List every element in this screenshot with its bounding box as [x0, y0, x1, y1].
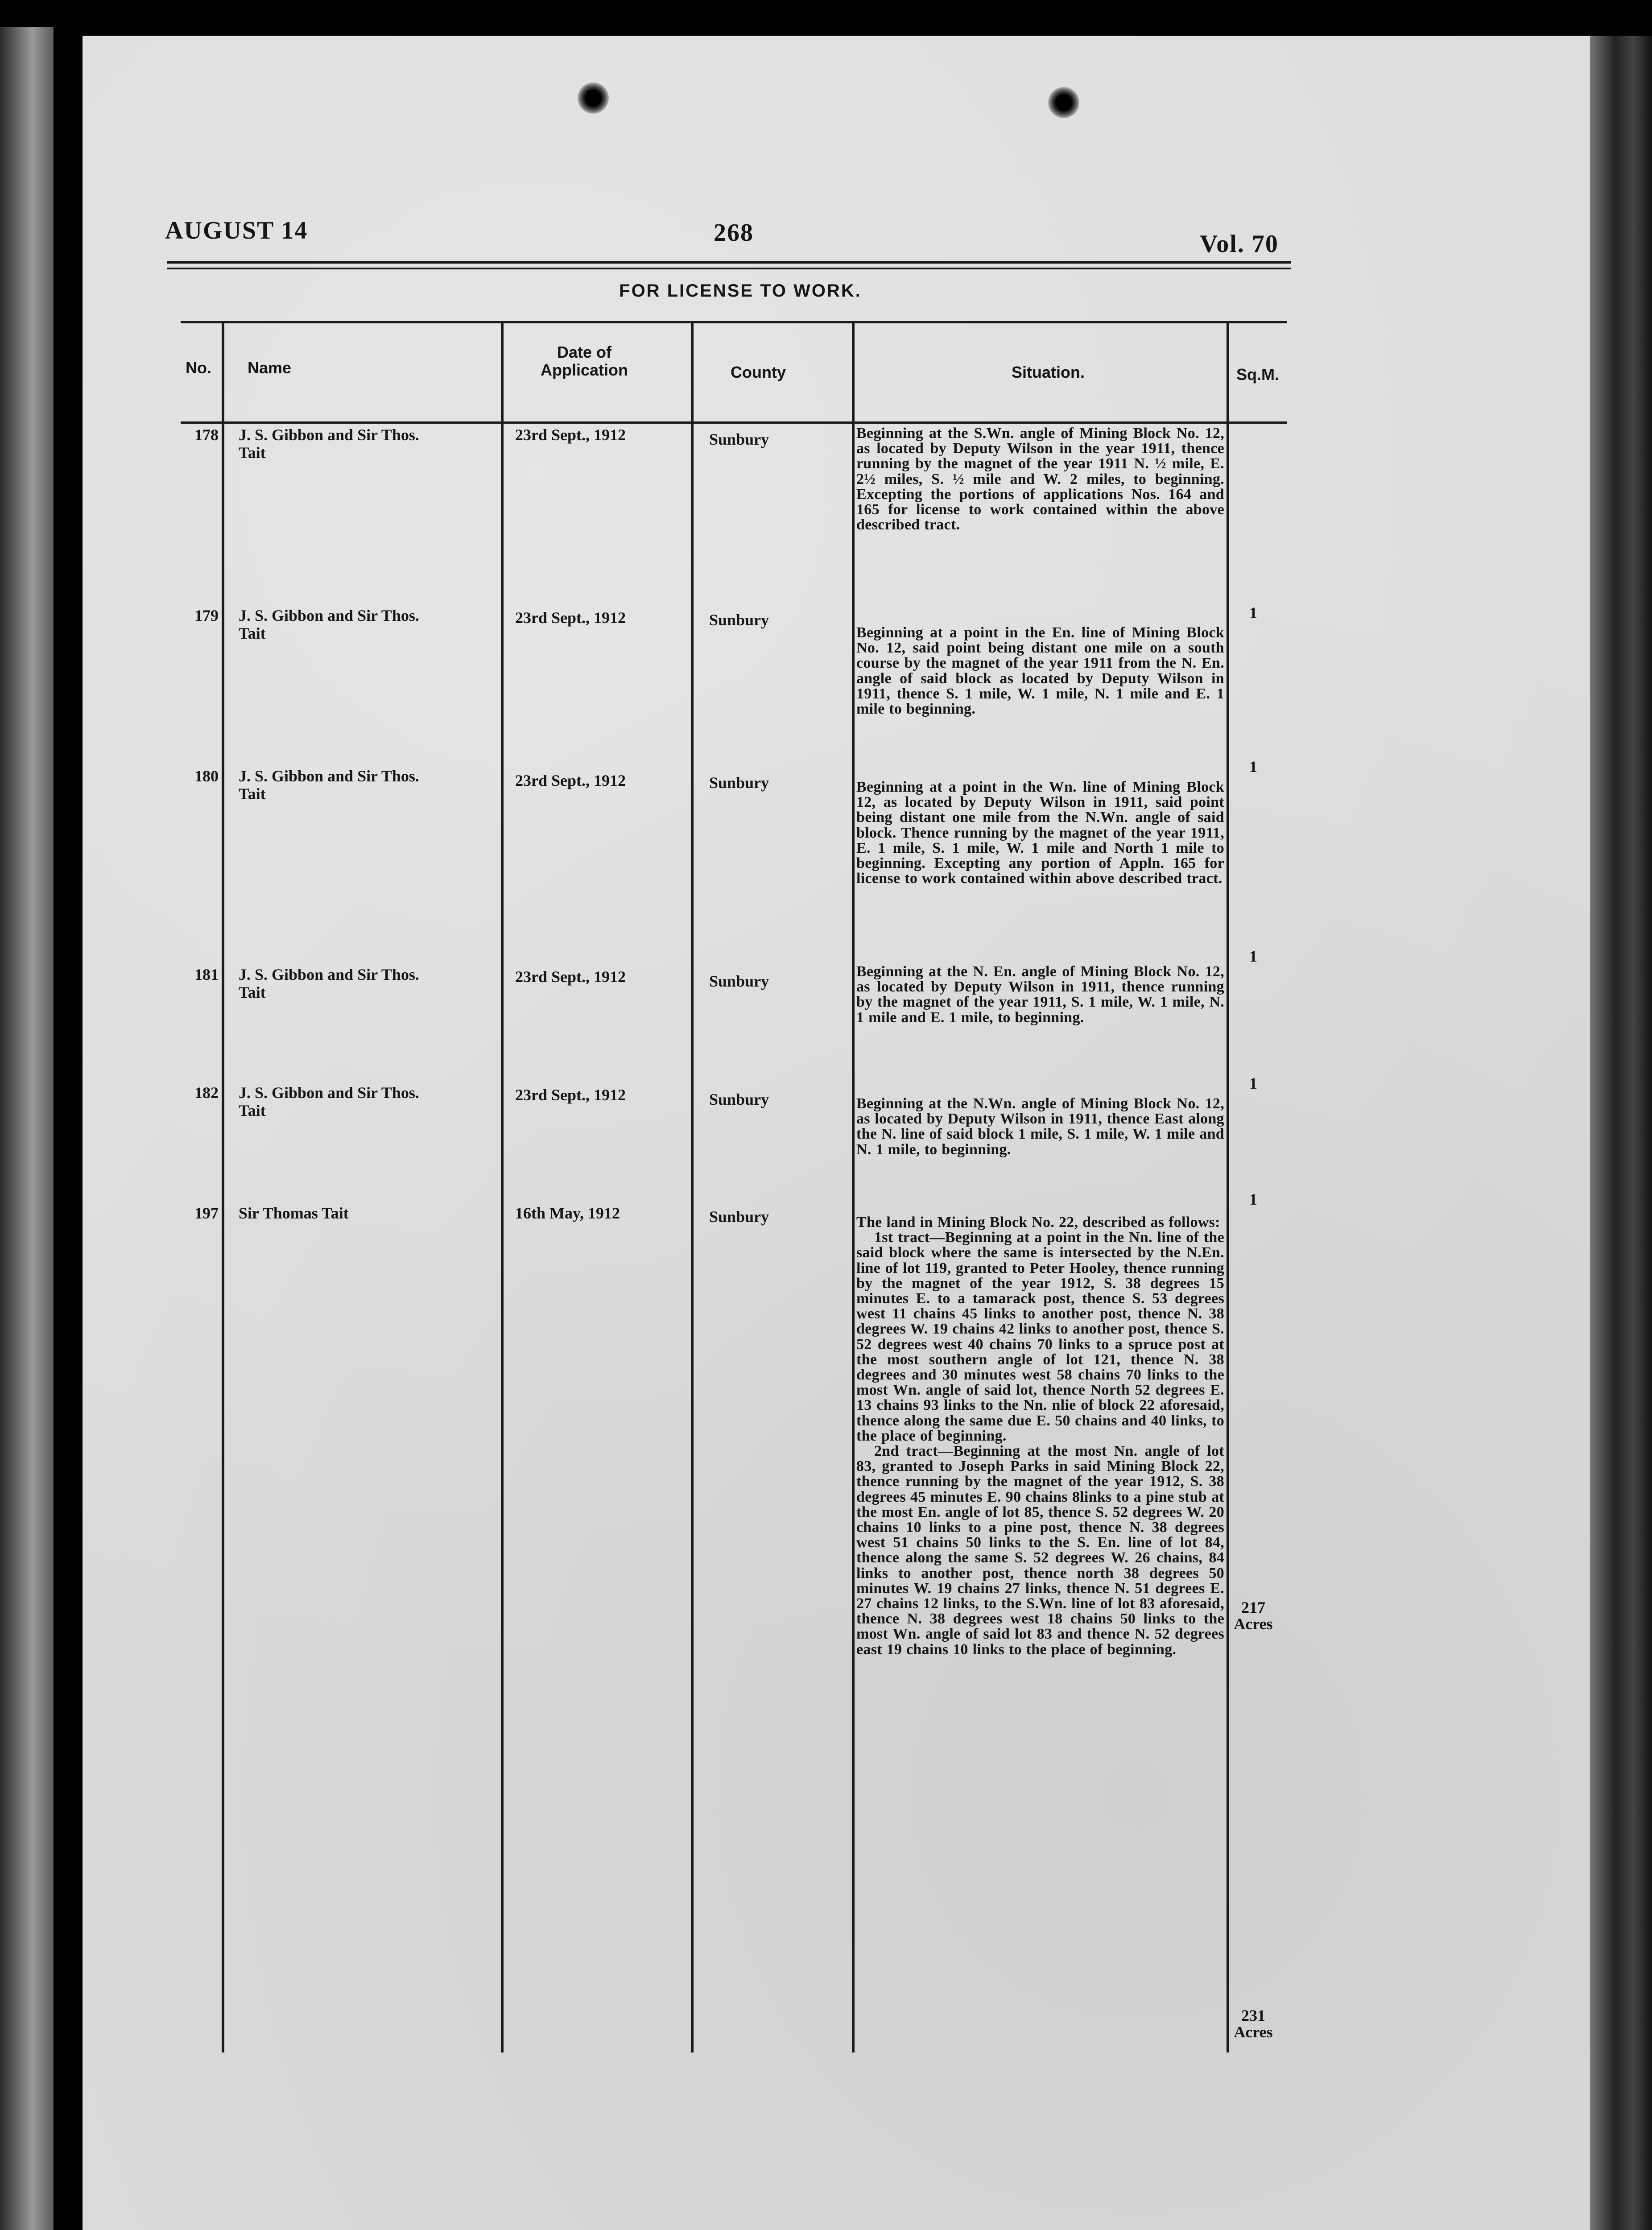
- column-divider-date: [691, 322, 694, 2052]
- column-divider-situation: [1227, 322, 1229, 2052]
- row-180-date: 23rd Sept., 1912: [515, 772, 626, 789]
- column-header-situation: Situation.: [1012, 363, 1085, 381]
- table-top-rule: [181, 321, 1287, 323]
- row-179-sqm: 1: [1249, 758, 1257, 776]
- row-197-date: 16th May, 1912: [515, 1204, 620, 1222]
- column-header-date: Date of Application: [541, 343, 628, 379]
- row-182-situation: Beginning at the N.Wn. angle of Mining Block No. 12, as located by Deputy Wilson in 1911, thence East along the N. line of said block 1 mile, S. 1 mile, W. 1 mile and N. 1 mile, to beginning.: [856, 1095, 1224, 1158]
- column-header-no: No.: [186, 359, 211, 377]
- row-181-county: Sunbury: [709, 972, 769, 990]
- book-binding: [1590, 36, 1652, 2230]
- row-179-name: J. S. Gibbon and Sir Thos. Tait: [239, 607, 419, 642]
- header-rule-bottom: [167, 268, 1291, 269]
- ledger-page: [83, 36, 1590, 2230]
- row-181-situation: Beginning at the N. En. angle of Mining Block No. 12, as located by Deputy Wilson in 1911, thence running by the magnet of the year 1911, S. 1 mile, W. 1 mile, N. 1 mile and E. 1 mile, to beginning.: [856, 963, 1224, 1026]
- table-caption: FOR LICENSE TO WORK.: [619, 281, 862, 301]
- column-header-county: County: [731, 363, 786, 381]
- row-197-no: 197: [194, 1204, 219, 1222]
- row-179-no: 179: [194, 607, 219, 624]
- table-header-rule: [181, 421, 1287, 424]
- row-179-situation: Beginning at a point in the En. line of Mining Block No. 12, said point being distant one mile on a south course by the magnet of the year 1911 from the N. En. angle of said block as located by Deputy Wilson in 1911, thence S. 1 mile, W. 1 mile, N. 1 mile and E. 1 mile to beginning.: [856, 624, 1224, 718]
- row-181-date: 23rd Sept., 1912: [515, 968, 626, 986]
- row-197-situation-intro: The land in Mining Block No. 22, described as follows:: [856, 1214, 1220, 1231]
- row-178-situation: Beginning at the S.Wn. angle of Mining Block No. 12, as located by Deputy Wilson in the year 1911, thence running by the magnet of the year 1911 N. ½ mile, E. 2½ miles, S. ½ mile and W. 2 miles, to beginning. Excepting the portions of applications Nos. 164 and 165 for license to work contained within the above described tract.: [856, 425, 1224, 533]
- row-182-no: 182: [194, 1084, 219, 1102]
- row-197-tract-1-unit: Acres: [1234, 1615, 1273, 1633]
- punch-hole-right: [1048, 87, 1079, 118]
- row-197-tract-2-unit: Acres: [1234, 2023, 1273, 2041]
- column-header-name: Name: [248, 359, 292, 377]
- header-rule-top: [167, 261, 1291, 264]
- row-182-county: Sunbury: [709, 1090, 769, 1108]
- row-197-situation: [856, 1215, 1224, 1657]
- column-divider-name: [501, 322, 504, 2052]
- row-180-county: Sunbury: [709, 774, 769, 792]
- row-179-county: Sunbury: [709, 611, 769, 629]
- row-180-sqm: 1: [1249, 947, 1257, 965]
- row-197-county: Sunbury: [709, 1208, 769, 1226]
- row-180-situation: Beginning at a point in the Wn. line of Mining Block 12, as located by Deputy Wilson in 1911, said point being distant one mile from the N.Wn. angle of said block. Thence running by the magnet of the year 1911, E. 1 mile, S. 1 mile, W. 1 mile and North 1 mile to beginning. Excepting any portion of Appln. 165 for license to work contained within above described tract.: [856, 779, 1224, 887]
- row-197-tract-2-area: 231: [1241, 2007, 1265, 2024]
- column-divider-no: [222, 322, 224, 2052]
- row-181-sqm: 1: [1249, 1074, 1257, 1092]
- row-178-date: 23rd Sept., 1912: [515, 426, 626, 444]
- punch-hole-left: [578, 83, 609, 114]
- header-date: AUGUST 14: [165, 217, 308, 244]
- row-178-county: Sunbury: [709, 430, 769, 448]
- row-178-name: J. S. Gibbon and Sir Thos. Tait: [239, 426, 419, 462]
- row-178-sqm: 1: [1249, 604, 1257, 622]
- row-197-name: Sir Thomas Tait: [239, 1204, 349, 1222]
- column-divider-county: [852, 322, 855, 2052]
- row-182-date: 23rd Sept., 1912: [515, 1086, 626, 1104]
- row-197-tract-1-area: 217: [1241, 1598, 1265, 1616]
- adjacent-page-edge: [0, 27, 54, 2230]
- row-181-no: 181: [194, 966, 219, 983]
- row-180-no: 180: [194, 767, 219, 785]
- row-178-no: 178: [194, 426, 219, 444]
- row-182-sqm: 1: [1249, 1190, 1257, 1208]
- row-180-name: J. S. Gibbon and Sir Thos. Tait: [239, 767, 419, 803]
- volume-label: Vol. 70: [1200, 230, 1279, 258]
- page-number: 268: [714, 219, 754, 247]
- row-179-date: 23rd Sept., 1912: [515, 609, 626, 627]
- row-197-tract-2: 2nd tract—Beginning at the most Nn. angle of lot 83, granted to Joseph Parks in said Mining Block 22, thence running by the magnet of the year 1912, S. 38 degrees 45 minutes E. 90 chains 8links to a pine stub at the most En. angle of lot 85, thence S. 52 degrees W. 20 chains 10 links to a pine post, thence N. 38 degrees west 51 chains 50 links to the S. En. line of lot 84, thence along the same S. 52 degrees W. 26 chains, 84 links to another post, thence north 38 degrees 50 minutes W. 19 chains 27 links, thence N. 51 degrees E. 27 chains 12 links, to the S.Wn. line of lot 83 aforesaid, thence N. 38 degrees west 18 chains 50 links to the most Wn. angle of said lot 83 and thence N. 52 degrees east 19 chains 10 links to the place of beginning.: [856, 1443, 1224, 1658]
- column-header-sqm: Sq.M.: [1236, 365, 1279, 384]
- row-197-tract-1: 1st tract—Beginning at a point in the Nn. line of the said block where the same is intersected by the N.En. line of lot 119, granted to Peter Hooley, thence running by the magnet of the year 1912, S. 38 degrees 15 minutes E. to a tamarack post, thence S. 53 degrees west 11 chains 45 links to another post, thence N. 38 degrees W. 19 chains 42 links to another post, thence S. 52 degrees west 40 chains 70 links to a spruce post at the most southern angle of lot 121, thence N. 38 degrees and 30 minutes west 58 chains 70 links to the most Wn. angle of said lot, thence North 52 degrees E. 13 chains 93 links to the Nn. nlie of block 22 aforesaid, thence along the same due E. 50 chains and 40 links, to the place of beginning.: [856, 1229, 1224, 1444]
- row-182-name: J. S. Gibbon and Sir Thos. Tait: [239, 1084, 419, 1119]
- row-181-name: J. S. Gibbon and Sir Thos. Tait: [239, 966, 419, 1001]
